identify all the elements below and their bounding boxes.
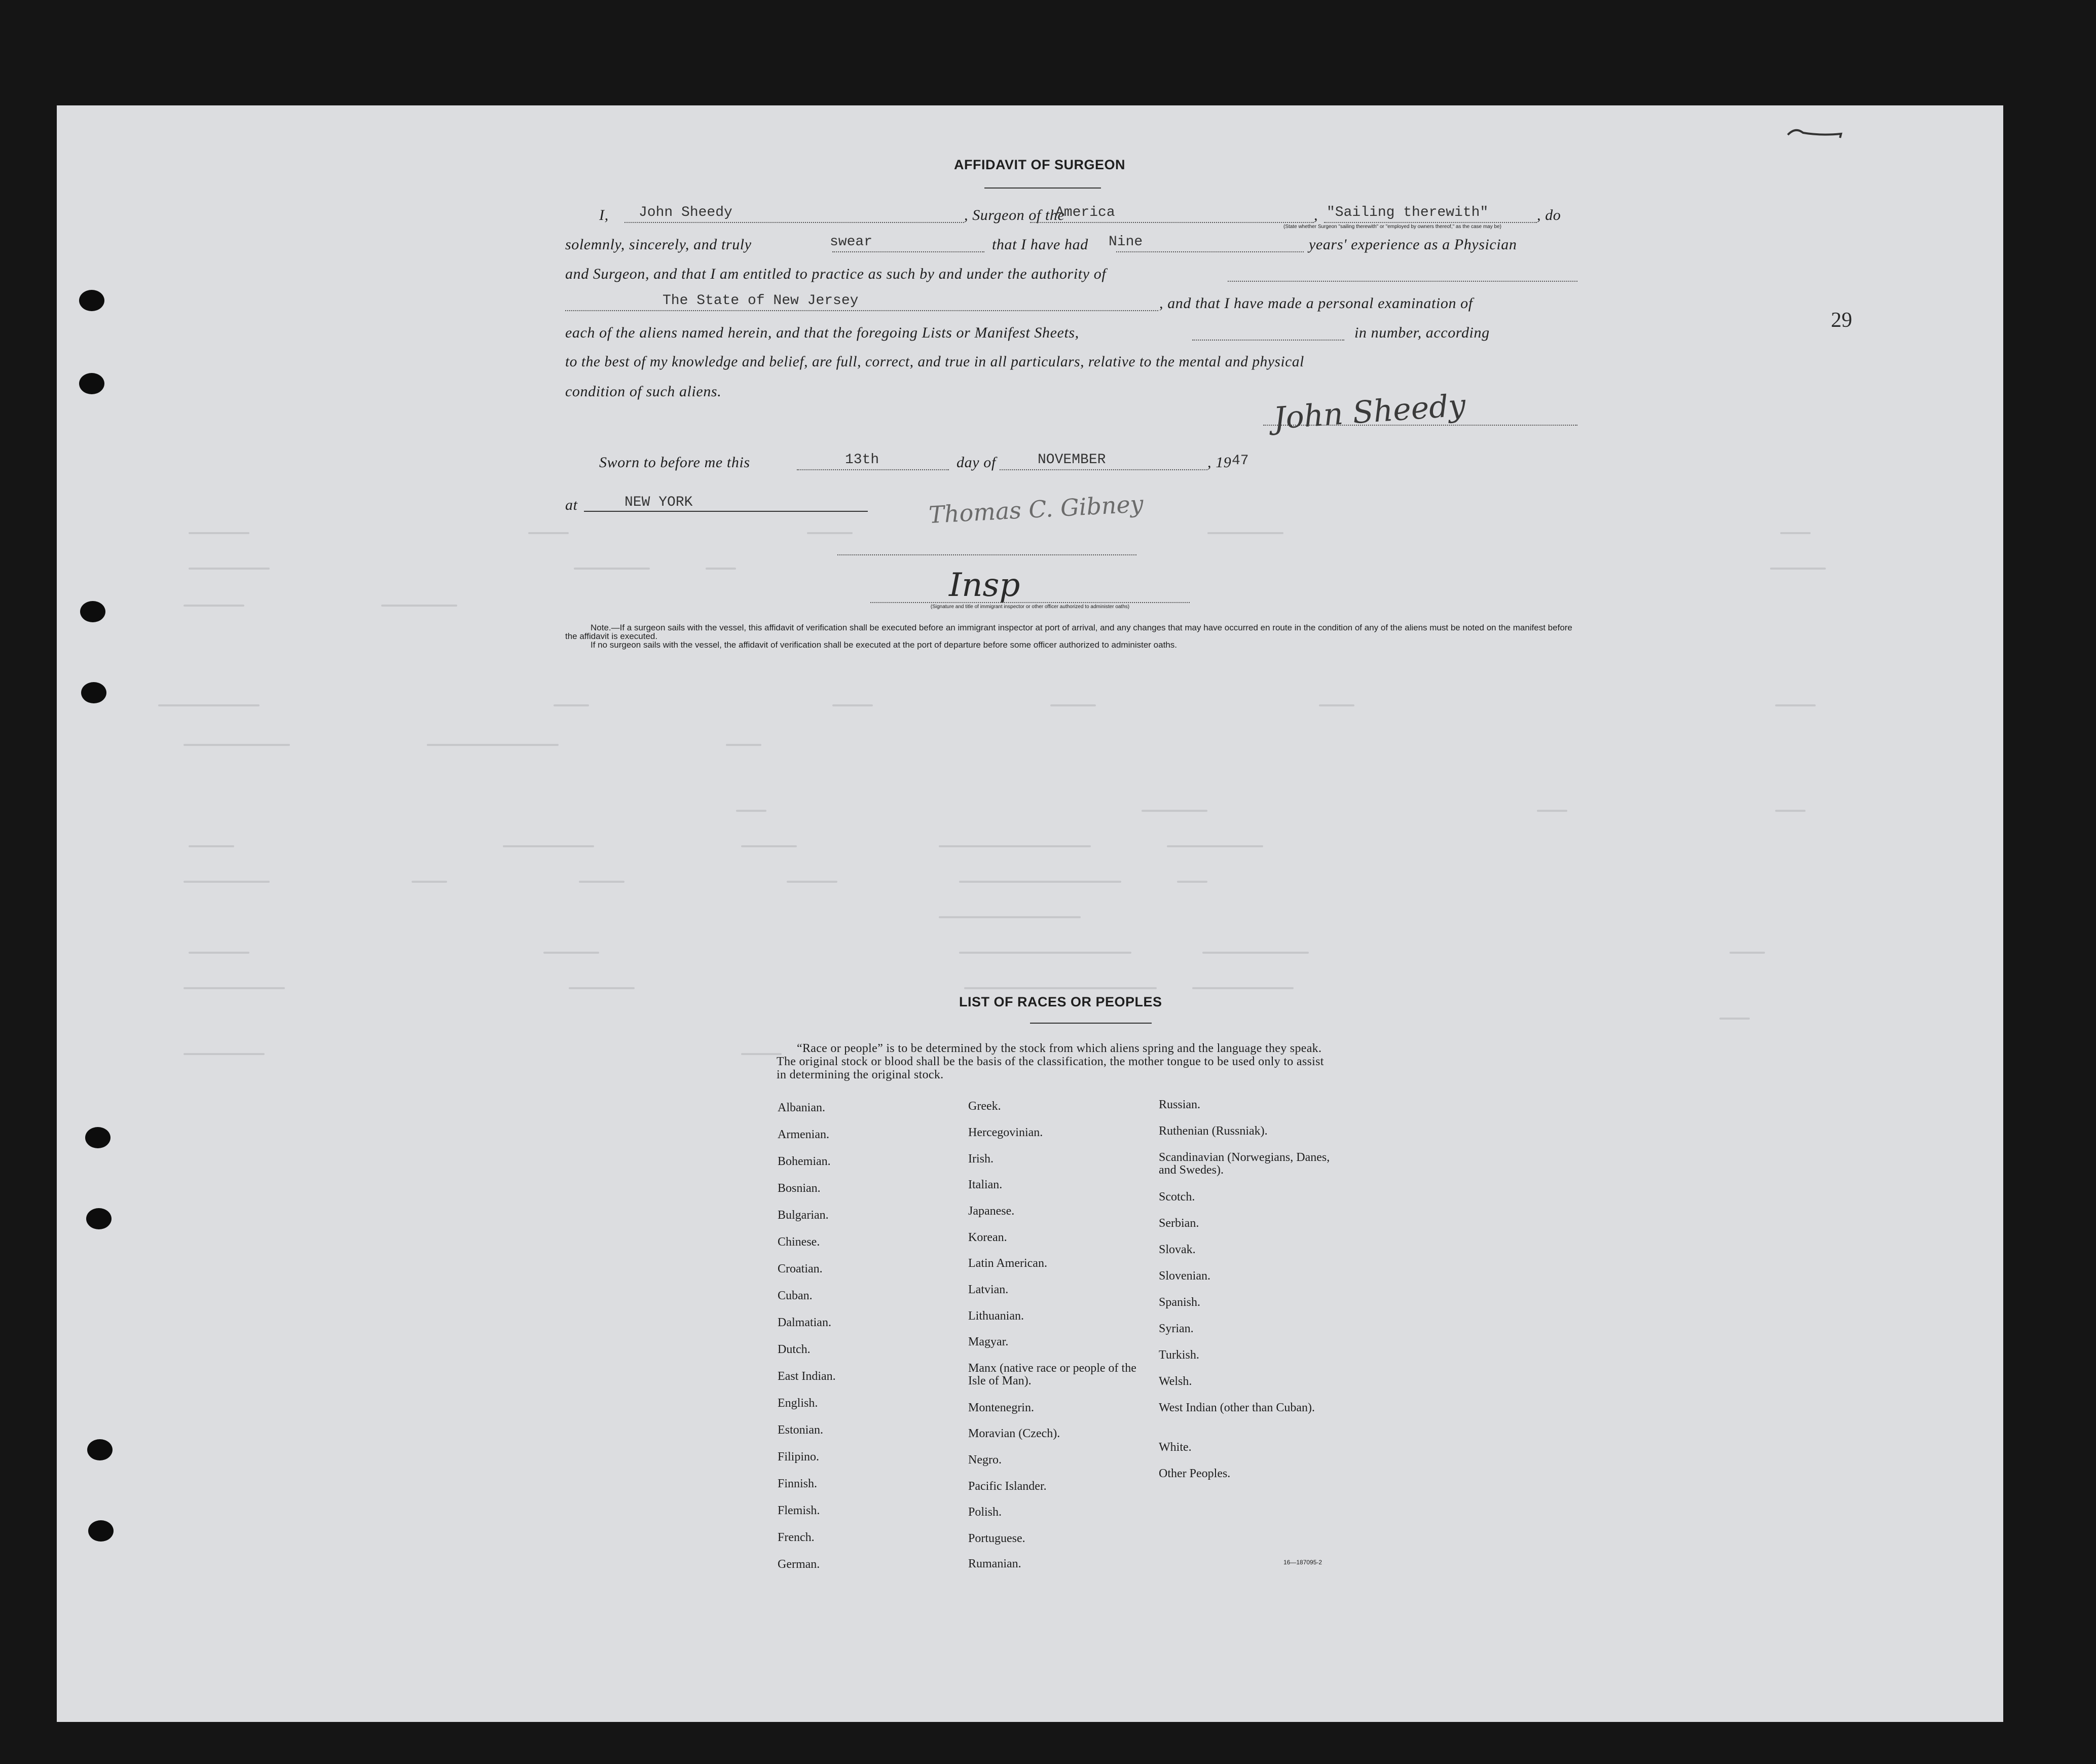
race-item: Albanian. (778, 1101, 825, 1114)
punch-hole (79, 290, 104, 311)
race-item: Latin American. (968, 1257, 1047, 1270)
race-item: German. (778, 1558, 820, 1571)
affidavit-title: AFFIDAVIT OF SURGEON (954, 157, 1125, 172)
manifest-sheet (57, 105, 2003, 1722)
affidavit-line1-start: I, (599, 207, 609, 223)
race-item: Syrian. (1159, 1322, 1194, 1335)
race-item: Bulgarian. (778, 1209, 829, 1222)
sworn-month: NOVEMBER (1038, 452, 1106, 468)
race-item: Flemish. (778, 1504, 820, 1517)
form-code: 16—187095-2 (1283, 1559, 1322, 1566)
corner-mark (1785, 121, 1846, 141)
race-item: Finnish. (778, 1477, 818, 1490)
sworn-day-line (797, 469, 949, 470)
affidavit-line5-end: in number, according (1354, 324, 1490, 341)
race-item: Filipino. (778, 1450, 820, 1463)
sworn-month-line (1000, 469, 1207, 470)
race-item: East Indian. (778, 1370, 836, 1383)
race-item: Greek. (968, 1100, 1001, 1113)
sailing-note: (State whether Surgeon "sailing therewith" or "employed by owners thereof," as the case may be) (1283, 224, 1501, 230)
sworn-year: 47 (1232, 453, 1249, 469)
race-item: Irish. (968, 1152, 994, 1166)
sworn-day-of: day of (957, 454, 996, 471)
years-experience: Nine (1109, 234, 1143, 250)
at-place: NEW YORK (624, 495, 693, 510)
race-item: Scotch. (1159, 1190, 1195, 1204)
oath-line (832, 251, 984, 252)
title-underline (984, 187, 1101, 189)
race-item: Pacific Islander. (968, 1480, 1047, 1493)
officer-signature: Thomas C. Gibney (928, 490, 1144, 529)
race-item: Welsh. (1159, 1375, 1192, 1388)
surgeon-name: John Sheedy (639, 205, 732, 220)
years-line (1116, 251, 1304, 252)
sworn-year-prefix: , 19 (1207, 454, 1232, 471)
punch-hole (85, 1127, 111, 1148)
race-item: Slovenian. (1159, 1269, 1210, 1283)
affidavit-line2-start: solemnly, sincerely, and truly (565, 236, 752, 253)
race-item: Dutch. (778, 1343, 811, 1356)
surgeon-name-line (624, 222, 964, 223)
vessel-line (1030, 222, 1314, 223)
race-item: Negro. (968, 1453, 1002, 1467)
punch-hole (80, 601, 105, 622)
affidavit-line2-mid: that I have had (992, 236, 1088, 253)
race-item: Spanish. (1159, 1296, 1201, 1309)
races-intro: “Race or people” is to be determined by the stock from which aliens spring and the language they speak. The original stock or blood shall be the basis of the classification, the mother tongue to be used only to assist in determining the original stock. (777, 1042, 1324, 1081)
race-item: French. (778, 1531, 815, 1544)
race-item: Cuban. (778, 1289, 813, 1302)
inspector-mark: Insp (949, 567, 1020, 604)
affidavit-note-1: Note.—If a surgeon sails with the vessel, this affidavit of verification shall be executed before an immigrant inspector at port of arrival, and any changes that may have occurred en route in the condition of any of the aliens must be noted on the manifest before the affidavit is executed. (565, 623, 1572, 641)
race-item: Lithuanian. (968, 1309, 1024, 1323)
affidavit-line7: condition of such aliens. (565, 383, 722, 400)
race-item: Latvian. (968, 1283, 1009, 1296)
oath-word: swear (830, 234, 873, 250)
race-item: Armenian. (778, 1128, 829, 1141)
races-title: LIST OF RACES OR PEOPLES (959, 994, 1162, 1009)
race-item: Magyar. (968, 1335, 1009, 1348)
inspector-title-line (870, 602, 1190, 603)
sworn-day: 13th (845, 452, 879, 468)
punch-hole (86, 1208, 112, 1229)
affidavit-note-2: If no surgeon sails with the vessel, the affidavit of verification shall be executed at the port of departure before some officer authorized to administer oaths. (591, 640, 1177, 650)
affidavit-line2-end: years' experience as a Physician (1309, 236, 1517, 253)
sworn-label: Sworn to before me this (599, 454, 750, 471)
at-place-line (584, 511, 868, 512)
punch-hole (79, 373, 104, 394)
race-item: Manx (native race or people of the Isle of Man). (968, 1362, 1136, 1387)
surgeon-signature: John Sheedy (1272, 387, 1467, 437)
race-item: Serbian. (1159, 1217, 1199, 1230)
affidavit-line5-start: each of the aliens named herein, and that the foregoing Lists or Manifest Sheets, (565, 324, 1079, 341)
affidavit-line1-end: , do (1537, 207, 1561, 223)
race-item: Hercegovinian. (968, 1126, 1043, 1139)
officer-signature-line (837, 554, 1136, 555)
race-item: English. (778, 1397, 818, 1410)
race-item: Korean. (968, 1231, 1007, 1244)
race-item: Ruthenian (Russniak). (1159, 1124, 1268, 1138)
race-item: Rumanian. (968, 1557, 1021, 1570)
sailing-status: "Sailing therewith" (1327, 205, 1489, 220)
punch-hole (87, 1439, 113, 1460)
punch-hole (81, 682, 106, 703)
affidavit-line6: to the best of my knowledge and belief, are full, correct, and true in all particulars, relative to the mental and physical (565, 354, 1304, 370)
race-item: Estonian. (778, 1423, 823, 1437)
vessel-name: America (1055, 205, 1115, 220)
page-number: 29 (1831, 309, 1852, 332)
sheets-count-line-2 (1192, 340, 1344, 341)
officer-caption: (Signature and title of immigrant inspector or other officer authorized to administer oaths) (930, 604, 1130, 610)
sailing-status-line (1324, 222, 1537, 223)
race-item: Dalmatian. (778, 1316, 831, 1329)
race-item: Italian. (968, 1178, 1003, 1191)
authority-line-2 (565, 310, 1158, 311)
race-item: White. (1159, 1441, 1192, 1454)
punch-hole (88, 1520, 114, 1542)
races-title-underline (1030, 1023, 1152, 1024)
race-item: Turkish. (1159, 1348, 1199, 1362)
race-item: Portuguese. (968, 1532, 1025, 1545)
authority-line-1 (1228, 281, 1577, 282)
comma: , (1314, 207, 1318, 223)
race-item: Moravian (Czech). (968, 1427, 1060, 1440)
race-item: Japanese. (968, 1205, 1015, 1218)
race-item: Bosnian. (778, 1182, 821, 1195)
race-item: Scandinavian (Norwegians, Danes, and Swedes). (1159, 1151, 1330, 1177)
race-item: Polish. (968, 1506, 1002, 1519)
race-item: Montenegrin. (968, 1401, 1034, 1414)
affidavit-line1-mid: , Surgeon of the (964, 207, 1065, 223)
at-label: at (565, 497, 578, 513)
affidavit-line3: and Surgeon, and that I am entitled to practice as such by and under the authority of (565, 266, 1107, 282)
licensing-authority: The State of New Jersey (663, 293, 859, 309)
race-item: Bohemian. (778, 1155, 831, 1168)
race-item: Croatian. (778, 1262, 823, 1275)
race-item: Slovak. (1159, 1243, 1196, 1256)
affidavit-line4-end: , and that I have made a personal examination of (1159, 295, 1473, 312)
race-item: Chinese. (778, 1235, 820, 1249)
race-item: Russian. (1159, 1098, 1201, 1111)
race-item: Other Peoples. (1159, 1467, 1231, 1480)
race-item: West Indian (other than Cuban). (1159, 1401, 1315, 1414)
